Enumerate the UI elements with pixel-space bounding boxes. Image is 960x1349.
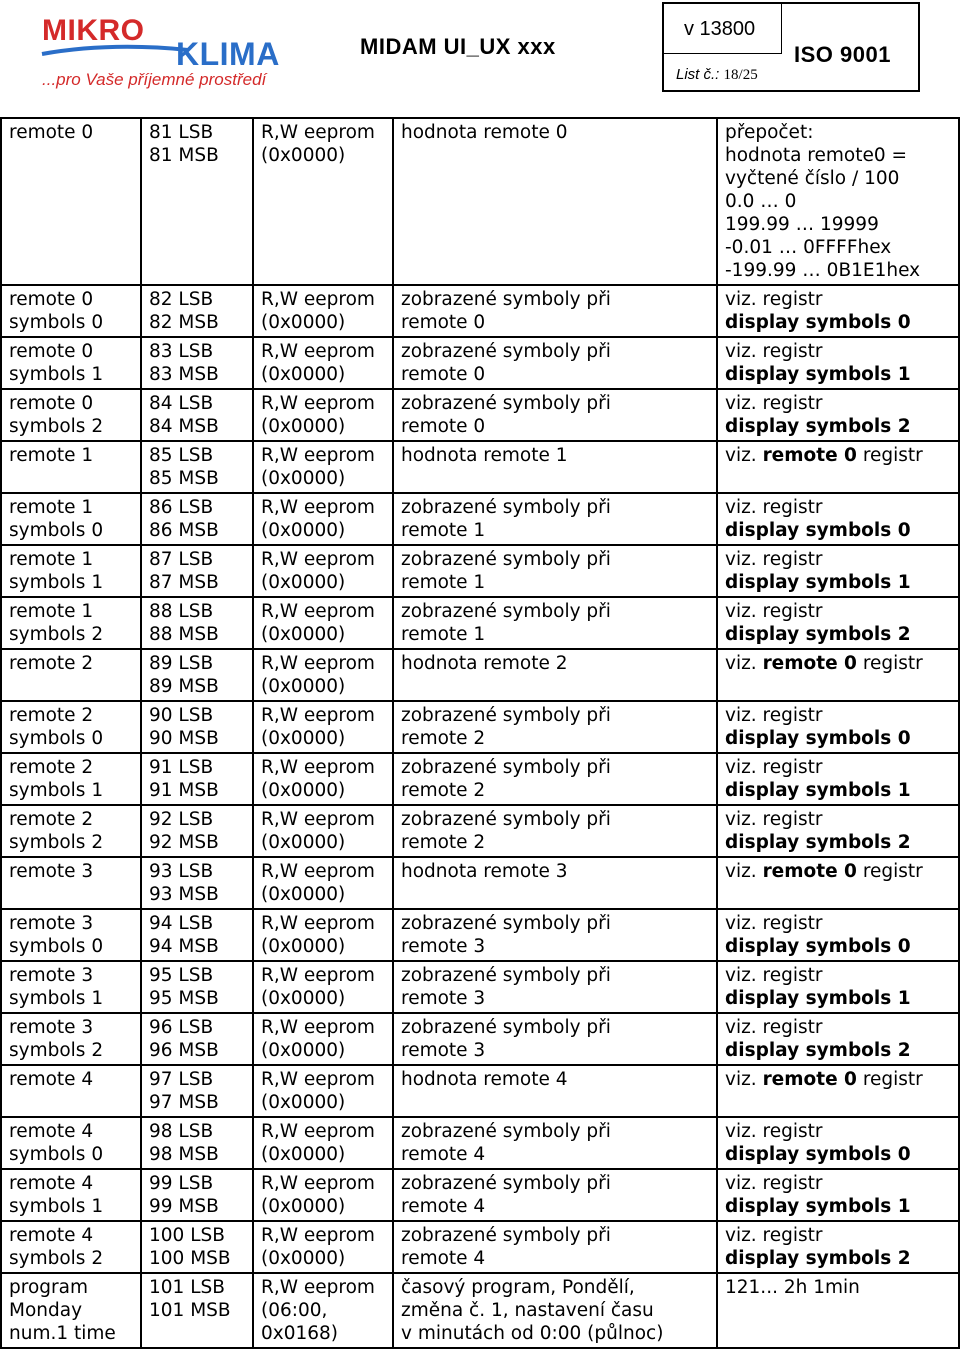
mikroklima-logo [40,6,340,90]
register-name: remote 4 symbols 2 [1,1221,141,1273]
register-description: zobrazené symboly při remote 4 [393,1169,717,1221]
register-access: R,W eeprom (0x0000) [253,1221,393,1273]
register-note [717,389,959,441]
register-access: R,W eeprom (0x0000) [253,118,393,285]
register-name: remote 3 symbols 1 [1,961,141,1013]
note-bold: remote 0 [762,1069,857,1090]
note-text: viz. [725,445,763,466]
register-note [717,1169,959,1221]
register-note [717,1221,959,1273]
note-text: viz. registr [725,341,823,362]
register-address: 94 LSB 94 MSB [141,909,253,961]
register-name: remote 0 [1,118,141,285]
register-name: remote 0 symbols 1 [1,337,141,389]
register-description: zobrazené symboly při remote 4 [393,1117,717,1169]
register-description: zobrazené symboly při remote 3 [393,1013,717,1065]
register-description: hodnota remote 3 [393,857,717,909]
note-tail: registr [856,653,923,674]
register-name: remote 2 symbols 0 [1,701,141,753]
note-bold: display symbols 2 [725,1040,911,1061]
register-description: hodnota remote 0 [393,118,717,285]
table-row [1,753,959,805]
register-access: R,W eeprom (0x0000) [253,1117,393,1169]
register-name: remote 4 symbols 1 [1,1169,141,1221]
page-number-label: List č.: [676,66,720,83]
note-bold: display symbols 2 [725,624,911,645]
note-text: viz. registr [725,1173,823,1194]
register-note [717,701,959,753]
register-access: R,W eeprom (0x0000) [253,649,393,701]
register-note [717,1013,959,1065]
register-access: R,W eeprom (0x0000) [253,337,393,389]
register-address: 81 LSB 81 MSB [141,118,253,285]
register-access: R,W eeprom (0x0000) [253,285,393,337]
register-note [717,441,959,493]
document-info-box [662,2,920,92]
register-access: R,W eeprom (06:00, 0x0168) [253,1273,393,1348]
register-description: zobrazené symboly při remote 1 [393,545,717,597]
register-name: remote 2 symbols 1 [1,753,141,805]
note-tail: registr [856,861,923,882]
register-address: 101 LSB 101 MSB [141,1273,253,1348]
note-bold: display symbols 0 [725,520,911,541]
table-row [1,441,959,493]
register-address: 90 LSB 90 MSB [141,701,253,753]
register-access: R,W eeprom (0x0000) [253,597,393,649]
note-text: viz. registr [725,965,823,986]
note-bold: display symbols 0 [725,728,911,749]
note-text: přepočet: hodnota remote0 = vyčtené číslo / 100 0.0 … 0 199.99 … 19999 -0.01 … 0FFFFhex -199.99 … 0B1E1hex [725,122,921,281]
table-row [1,545,959,597]
register-access: R,W eeprom (0x0000) [253,805,393,857]
note-bold: display symbols 1 [725,364,911,385]
register-address: 83 LSB 83 MSB [141,337,253,389]
register-access: R,W eeprom (0x0000) [253,909,393,961]
register-address: 99 LSB 99 MSB [141,1169,253,1221]
register-note [717,337,959,389]
note-text: viz. registr [725,913,823,934]
register-access: R,W eeprom (0x0000) [253,753,393,805]
register-description: zobrazené symboly při remote 0 [393,337,717,389]
register-access: R,W eeprom (0x0000) [253,493,393,545]
note-text: viz. registr [725,497,823,518]
register-name: remote 0 symbols 2 [1,389,141,441]
register-name: remote 3 symbols 0 [1,909,141,961]
register-description: hodnota remote 2 [393,649,717,701]
table-row [1,1065,959,1117]
register-note [717,1273,959,1348]
logo-tagline: ...pro Vaše příjemné prostředí [42,70,267,89]
register-access: R,W eeprom (0x0000) [253,1013,393,1065]
note-text: 121... 2h 1min [725,1277,860,1298]
register-note [717,857,959,909]
note-bold: display symbols 2 [725,416,911,437]
register-address: 96 LSB 96 MSB [141,1013,253,1065]
note-tail: registr [856,1069,923,1090]
register-access: R,W eeprom (0x0000) [253,1169,393,1221]
register-description: zobrazené symboly při remote 1 [393,493,717,545]
register-note [717,649,959,701]
register-access: R,W eeprom (0x0000) [253,961,393,1013]
register-description: zobrazené symboly při remote 3 [393,961,717,1013]
register-address: 100 LSB 100 MSB [141,1221,253,1273]
register-note [717,285,959,337]
register-name: remote 0 symbols 0 [1,285,141,337]
register-access: R,W eeprom (0x0000) [253,389,393,441]
register-table [0,117,960,1349]
register-name: remote 3 [1,857,141,909]
register-description: zobrazené symboly při remote 2 [393,805,717,857]
note-text: viz. registr [725,1121,823,1142]
register-description: zobrazené symboly při remote 1 [393,597,717,649]
register-name: program Monday num.1 time [1,1273,141,1348]
register-access: R,W eeprom (0x0000) [253,701,393,753]
table-row [1,1117,959,1169]
register-name: remote 2 symbols 2 [1,805,141,857]
table-row [1,857,959,909]
register-note [717,753,959,805]
register-address: 89 LSB 89 MSB [141,649,253,701]
register-note [717,1117,959,1169]
page-number-value: 18/25 [723,67,758,83]
register-table-body [1,118,959,1348]
register-description: zobrazené symboly při remote 3 [393,909,717,961]
table-row [1,285,959,337]
note-bold: display symbols 2 [725,832,911,853]
note-text: viz. registr [725,601,823,622]
register-note [717,597,959,649]
note-tail: registr [856,445,923,466]
register-name: remote 4 [1,1065,141,1117]
note-text: viz. registr [725,809,823,830]
note-bold: display symbols 0 [725,312,911,333]
note-text: viz. registr [725,1225,823,1246]
register-note [717,118,959,285]
register-name: remote 2 [1,649,141,701]
page-header [0,0,960,110]
table-row [1,493,959,545]
register-name: remote 1 [1,441,141,493]
register-access: R,W eeprom (0x0000) [253,857,393,909]
note-text: viz. [725,1069,763,1090]
logo-mikro: MIKRO [42,14,145,47]
note-bold: display symbols 1 [725,1196,911,1217]
note-text: viz. registr [725,757,823,778]
register-address: 82 LSB 82 MSB [141,285,253,337]
register-note [717,805,959,857]
document-title: MIDAM UI_UX xxx [360,34,556,59]
register-name: remote 3 symbols 2 [1,1013,141,1065]
register-name: remote 1 symbols 0 [1,493,141,545]
register-description: časový program, Pondělí, změna č. 1, nastavení času v minutách od 0:00 (půlnoc) [393,1273,717,1348]
table-row [1,649,959,701]
register-access: R,W eeprom (0x0000) [253,545,393,597]
register-name: remote 1 symbols 2 [1,597,141,649]
note-text: viz. [725,653,763,674]
table-row [1,701,959,753]
note-bold: remote 0 [762,445,857,466]
register-description: zobrazené symboly při remote 4 [393,1221,717,1273]
note-text: viz. registr [725,549,823,570]
note-bold: display symbols 0 [725,936,911,957]
note-bold: remote 0 [762,861,857,882]
note-text: viz. registr [725,393,823,414]
note-bold: display symbols 1 [725,572,911,593]
table-row [1,805,959,857]
table-row [1,1273,959,1348]
register-address: 91 LSB 91 MSB [141,753,253,805]
register-address: 97 LSB 97 MSB [141,1065,253,1117]
register-note [717,545,959,597]
version-label: v 13800 [684,18,756,40]
table-row [1,597,959,649]
register-address: 92 LSB 92 MSB [141,805,253,857]
note-bold: display symbols 1 [725,988,911,1009]
register-address: 98 LSB 98 MSB [141,1117,253,1169]
note-text: viz. registr [725,289,823,310]
note-bold: display symbols 1 [725,780,911,801]
register-address: 88 LSB 88 MSB [141,597,253,649]
table-row [1,961,959,1013]
register-description: zobrazené symboly při remote 2 [393,701,717,753]
table-row [1,118,959,285]
iso-label: ISO 9001 [794,42,891,67]
register-note [717,1065,959,1117]
note-bold: remote 0 [762,653,857,674]
note-text: viz. registr [725,1017,823,1038]
table-row [1,1013,959,1065]
register-note [717,493,959,545]
table-row [1,1169,959,1221]
note-text: viz. [725,861,763,882]
register-name: remote 4 symbols 0 [1,1117,141,1169]
register-address: 85 LSB 85 MSB [141,441,253,493]
note-bold: display symbols 2 [725,1248,911,1269]
table-row [1,1221,959,1273]
register-address: 86 LSB 86 MSB [141,493,253,545]
page-number [676,66,758,84]
logo-klima: KLIMA [176,36,280,72]
register-address: 93 LSB 93 MSB [141,857,253,909]
note-bold: display symbols 0 [725,1144,911,1165]
table-row [1,389,959,441]
register-access: R,W eeprom (0x0000) [253,1065,393,1117]
register-address: 87 LSB 87 MSB [141,545,253,597]
register-description: zobrazené symboly při remote 0 [393,389,717,441]
table-row [1,337,959,389]
register-description: hodnota remote 1 [393,441,717,493]
note-text: viz. registr [725,705,823,726]
register-description: zobrazené symboly při remote 2 [393,753,717,805]
register-note [717,961,959,1013]
register-name: remote 1 symbols 1 [1,545,141,597]
register-description: zobrazené symboly při remote 0 [393,285,717,337]
register-access: R,W eeprom (0x0000) [253,441,393,493]
register-description: hodnota remote 4 [393,1065,717,1117]
register-address: 95 LSB 95 MSB [141,961,253,1013]
register-note [717,909,959,961]
table-row [1,909,959,961]
register-address: 84 LSB 84 MSB [141,389,253,441]
